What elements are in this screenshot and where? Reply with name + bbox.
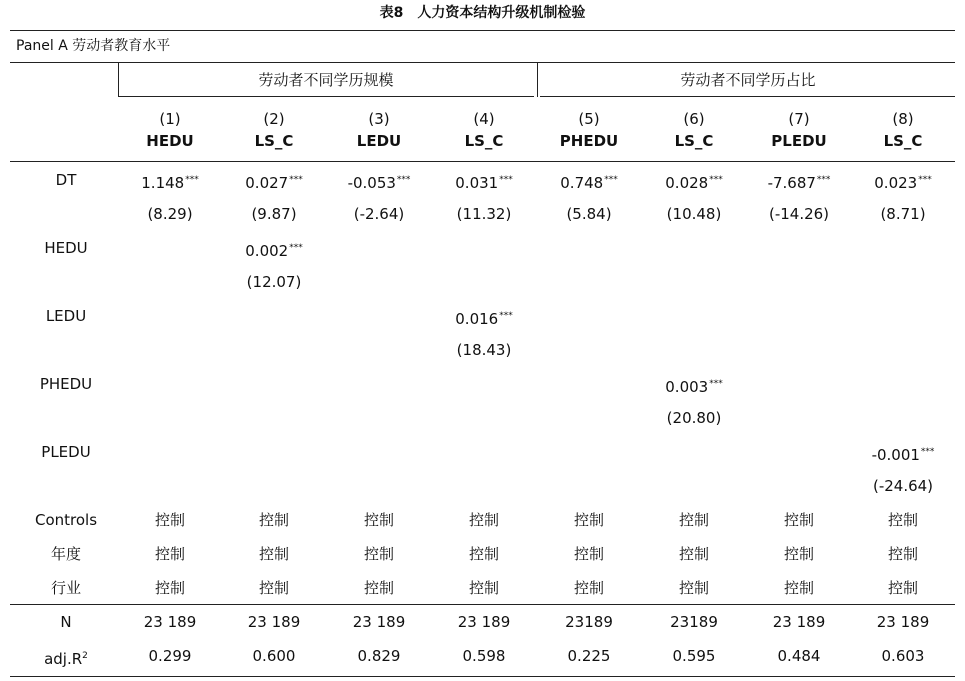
- year-5: 控制: [573, 545, 604, 563]
- row-label-ledu: LEDU: [45, 307, 87, 325]
- n-7: 23 189: [772, 613, 826, 631]
- controls-6: 控制: [678, 511, 709, 529]
- year-3: 控制: [363, 545, 394, 563]
- industry-1: 控制: [154, 579, 185, 597]
- column-header-3: [327, 108, 431, 152]
- column-variable: LS_C: [254, 132, 294, 150]
- n-1: 23 189: [143, 613, 197, 631]
- n-4: 23 189: [457, 613, 511, 631]
- year-1: 控制: [154, 545, 185, 563]
- industry-5: 控制: [573, 579, 604, 597]
- dt-t-4: (11.32): [456, 205, 512, 223]
- phedu-t-6: (20.80): [666, 409, 722, 427]
- column-variable: HEDU: [146, 132, 194, 150]
- row-label-controls: Controls: [34, 511, 98, 529]
- row-label-hedu: HEDU: [44, 239, 88, 257]
- column-number: (4): [473, 110, 495, 128]
- group-divider-left: [118, 62, 119, 97]
- row-label-industry: 行业: [50, 579, 81, 597]
- dt-t-6: (10.48): [666, 205, 722, 223]
- column-variable: PHEDU: [559, 132, 619, 150]
- n-6: 23189: [670, 613, 718, 631]
- dt-coef-7: -7.687***: [767, 174, 831, 192]
- top-rule: [10, 30, 955, 31]
- dt-coef-6: 0.028***: [665, 174, 723, 192]
- column-variable: LS_C: [674, 132, 714, 150]
- bottom-rule: [10, 676, 955, 677]
- column-number: (1): [159, 110, 181, 128]
- adjr2-8: 0.603: [881, 647, 925, 665]
- industry-8: 控制: [887, 579, 918, 597]
- column-header-7: [747, 108, 851, 152]
- column-header-8: [851, 108, 955, 152]
- controls-5: 控制: [573, 511, 604, 529]
- column-number: (3): [368, 110, 390, 128]
- column-header-4: [432, 108, 536, 152]
- column-variable: LS_C: [464, 132, 504, 150]
- column-variable: LEDU: [356, 132, 402, 150]
- group-underline-scale: [118, 96, 534, 97]
- row-label-pledu: PLEDU: [41, 443, 91, 461]
- row-label-dt: DT: [55, 171, 77, 189]
- ledu-t-4: (18.43): [456, 341, 512, 359]
- dt-coef-5: 0.748***: [560, 174, 618, 192]
- controls-8: 控制: [887, 511, 918, 529]
- column-number: (8): [892, 110, 914, 128]
- controls-4: 控制: [468, 511, 499, 529]
- row-label-year: 年度: [50, 545, 81, 563]
- adjr2-5: 0.225: [567, 647, 611, 665]
- controls-7: 控制: [783, 511, 814, 529]
- controls-1: 控制: [154, 511, 185, 529]
- adjr2-1: 0.299: [148, 647, 192, 665]
- controls-3: 控制: [363, 511, 394, 529]
- table-title: 表8 人力资本结构升级机制检验: [379, 5, 586, 21]
- row-label-phedu: PHEDU: [39, 375, 93, 393]
- adjr2-7: 0.484: [777, 647, 821, 665]
- year-7: 控制: [783, 545, 814, 563]
- column-number: (7): [788, 110, 810, 128]
- industry-3: 控制: [363, 579, 394, 597]
- n-5: 23189: [565, 613, 613, 631]
- industry-7: 控制: [783, 579, 814, 597]
- pledu-t-8: (-24.64): [872, 477, 934, 495]
- ledu-coef-4: 0.016***: [455, 310, 513, 328]
- dt-t-5: (5.84): [566, 205, 612, 223]
- column-header-5: [537, 108, 641, 152]
- phedu-coef-6: 0.003***: [665, 378, 723, 396]
- n-2: 23 189: [247, 613, 301, 631]
- header-rule: [10, 161, 955, 162]
- dt-coef-1: 1.148***: [141, 174, 199, 192]
- row-label-adjr2: $adj.R^2$: [44, 650, 88, 668]
- pledu-coef-8: -0.001***: [871, 446, 935, 464]
- industry-2: 控制: [258, 579, 289, 597]
- year-8: 控制: [887, 545, 918, 563]
- dt-coef-4: 0.031***: [455, 174, 513, 192]
- dt-t-3: (-2.64): [353, 205, 405, 223]
- hedu-coef-2: 0.002***: [245, 242, 303, 260]
- column-variable: LS_C: [883, 132, 923, 150]
- industry-4: 控制: [468, 579, 499, 597]
- column-number: (6): [683, 110, 705, 128]
- column-header-1: [118, 108, 222, 152]
- hedu-t-2: (12.07): [246, 273, 302, 291]
- dt-t-2: (9.87): [251, 205, 297, 223]
- controls-2: 控制: [258, 511, 289, 529]
- group-header-scale: 劳动者不同学历规模: [258, 71, 394, 89]
- dt-t-8: (8.71): [880, 205, 926, 223]
- dt-coef-3: -0.053***: [347, 174, 411, 192]
- dt-t-7: (-14.26): [768, 205, 830, 223]
- dt-coef-8: 0.023***: [874, 174, 932, 192]
- adjr2-2: 0.600: [252, 647, 296, 665]
- row-label-n: N: [60, 613, 72, 631]
- panel-label: Panel A 劳动者教育水平: [16, 38, 171, 54]
- column-variable: PLEDU: [771, 132, 827, 150]
- adjr2-4: 0.598: [462, 647, 506, 665]
- dt-coef-2: 0.027***: [245, 174, 303, 192]
- n-3: 23 189: [352, 613, 406, 631]
- industry-6: 控制: [678, 579, 709, 597]
- group-divider-middle: [537, 62, 538, 97]
- column-number: (2): [263, 110, 285, 128]
- stats-rule: [10, 604, 955, 605]
- group-header-ratio: 劳动者不同学历占比: [680, 71, 816, 89]
- year-4: 控制: [468, 545, 499, 563]
- year-6: 控制: [678, 545, 709, 563]
- column-header-2: [222, 108, 326, 152]
- dt-t-1: (8.29): [147, 205, 193, 223]
- n-8: 23 189: [876, 613, 930, 631]
- column-header-6: [642, 108, 746, 152]
- group-underline-ratio: [540, 96, 955, 97]
- column-number: (5): [578, 110, 600, 128]
- year-2: 控制: [258, 545, 289, 563]
- adjr2-3: 0.829: [357, 647, 401, 665]
- adjr2-6: 0.595: [672, 647, 716, 665]
- panel-rule: [10, 62, 955, 63]
